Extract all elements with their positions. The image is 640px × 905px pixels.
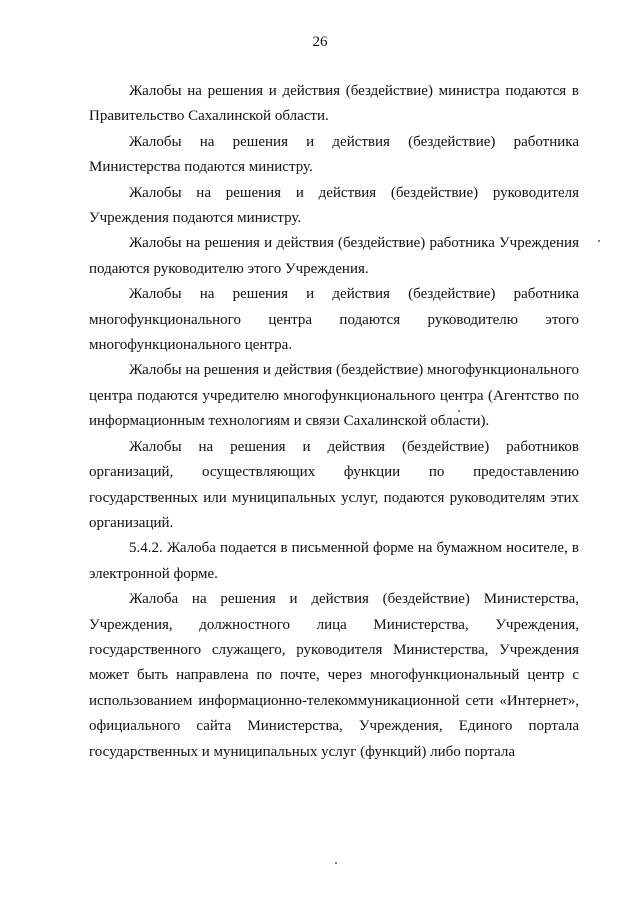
scan-speck: [335, 862, 337, 864]
paragraph-ministry-employee-complaints: Жалобы на решения и действия (бездействие) работника Министерства подаются министру.: [89, 133, 579, 176]
paragraph-organization-employee-complaints: Жалобы на решения и действия (бездействие) работников организаций, осуществляющих функции по предоставлению государственных или муниципальных услуг, подаются руководителям этих организаций.: [89, 438, 579, 531]
paragraph-mfc-complaints: Жалобы на решения и действия (бездействие) многофункционального центра подаются учредителю многофункционального центра (Агентство по информационным технологиям и связи Сахалинской области).: [89, 362, 579, 430]
paragraph-mfc-employee-complaints: Жалобы на решения и действия (бездействие) работника многофункционального центра подаются руководителю этого многофункционального центра.: [89, 286, 579, 354]
paragraph-institution-employee-complaints: Жалобы на решения и действия (бездействие) работника Учреждения подаются руководителю этого Учреждения.: [89, 235, 579, 277]
paragraph-submission-channels: Жалоба на решения и действия (бездействие) Министерства, Учреждения, должностного лица Министерства, Учреждения, государственного служащего, руководителя Министерства, Учреждения может быть направлена по почте, через многофункциональный центр с использованием информационно-телекоммуникационной сети «Интернет», официального сайта Министерства, Учреждения, Единого портала государственных и муниципальных услуг (функций) либо портала: [89, 591, 579, 760]
paragraph-5-4-2: 5.4.2. Жалоба подается в письменной форме на бумажном носителе, в электронной форме.: [89, 540, 579, 582]
document-body: [89, 79, 579, 765]
paragraph-minister-complaints: Жалобы на решения и действия (бездействие) министра подаются в Правительство Сахалинской области.: [89, 83, 579, 125]
paragraph-institution-head-complaints: Жалобы на решения и действия (бездействие) руководителя Учреждения подаются министру.: [89, 184, 579, 227]
scan-speck: [458, 410, 460, 412]
scan-speck: [598, 240, 600, 242]
page-number: 26: [312, 34, 328, 50]
